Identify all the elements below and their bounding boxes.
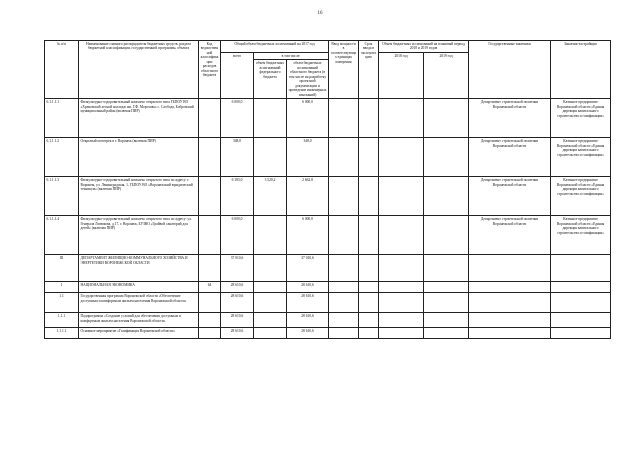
cell-2018 bbox=[379, 282, 424, 293]
cell-deadline bbox=[359, 255, 379, 282]
header-regional: объем бюджетных ассигнований областного бюджета (в том числе на разработку проектной документации и проведение инженерных изысканий) bbox=[287, 60, 329, 99]
cell-name: ДЕПАРТАМЕНТ ЖИЛИЩНО-КОММУНАЛЬНОГО ХОЗЯЙСТВА И ЭНЕРГЕТИКИ ВОРОНЕЖСКОЙ ОБЛАСТИ bbox=[79, 255, 199, 282]
cell-2019 bbox=[424, 177, 469, 216]
cell-name: Государственная программа Воронежской области «Обеспечение доступным и комфортным жильем населения Воронежской области» bbox=[79, 293, 199, 313]
cell-developer: Казенное предприятие Воронежской области «Единая дирекция капитального строительства и газификации» bbox=[551, 138, 611, 177]
table-body bbox=[45, 99, 611, 339]
cell-total: 28 610,6 bbox=[221, 313, 254, 328]
table-row bbox=[45, 282, 611, 293]
cell-regional: 37 010,6 bbox=[287, 255, 329, 282]
cell-name: Физкультурно-оздоровительный комплекс открытого типа ГБПОУ ВО «Хреновской лесной колледж им. Г.Ф. Морозова» с. Слобода, Бобровский муниципальный район (включая ПИР) bbox=[79, 99, 199, 138]
cell-2018 bbox=[379, 255, 424, 282]
cell-2018 bbox=[379, 177, 424, 216]
cell-total: 6 000,0 bbox=[221, 216, 254, 255]
table-row bbox=[45, 177, 611, 216]
cell-num: 6.1.1.1.4 bbox=[45, 216, 79, 255]
cell-developer bbox=[551, 313, 611, 328]
cell-regional: 348,0 bbox=[287, 138, 329, 177]
cell-name: Подпрограмма «Создание условий для обеспечения доступным и комфортным жильем населения Воронежской области» bbox=[79, 313, 199, 328]
cell-customer bbox=[469, 293, 551, 313]
cell-name: Открытый мототрек в г. Воронеж (включая ПИР) bbox=[79, 138, 199, 177]
cell-deadline bbox=[359, 177, 379, 216]
cell-2019 bbox=[424, 216, 469, 255]
cell-total: 6 183,0 bbox=[221, 177, 254, 216]
header-total-2017: Общий объем бюджетных ассигнований на 2017 год bbox=[221, 41, 329, 53]
cell-2018 bbox=[379, 138, 424, 177]
cell-regional: 28 610,6 bbox=[287, 282, 329, 293]
cell-num: 1.1.1.1 bbox=[45, 328, 79, 339]
cell-customer bbox=[469, 328, 551, 339]
cell-federal bbox=[254, 255, 287, 282]
cell-name: Основное мероприятие «Газификация Воронежской области» bbox=[79, 328, 199, 339]
header-2019: 2019 год bbox=[424, 52, 469, 98]
cell-code bbox=[199, 99, 221, 138]
cell-customer: Департамент строительной политики Воронежской области bbox=[469, 216, 551, 255]
cell-customer bbox=[469, 313, 551, 328]
cell-deadline bbox=[359, 293, 379, 313]
cell-code bbox=[199, 177, 221, 216]
header-federal: объем бюджетных ассигнований федерального бюджета bbox=[254, 60, 287, 99]
header-deadline: Срок ввода в эксплуатацию bbox=[359, 41, 379, 99]
header-name: Наименование главного распорядителя бюджетных средств, раздела бюджетной классификации, государственной программы, объекта bbox=[79, 41, 199, 99]
cell-deadline bbox=[359, 138, 379, 177]
cell-customer: Департамент строительной политики Воронежской области bbox=[469, 99, 551, 138]
cell-code bbox=[199, 293, 221, 313]
cell-regional: 28 610,6 bbox=[287, 313, 329, 328]
table-row bbox=[45, 99, 611, 138]
cell-code bbox=[199, 313, 221, 328]
cell-federal bbox=[254, 282, 287, 293]
budget-table bbox=[44, 40, 611, 339]
cell-2018 bbox=[379, 313, 424, 328]
cell-capacity bbox=[329, 138, 359, 177]
cell-capacity bbox=[329, 99, 359, 138]
cell-name: Физкультурно-оздоровительный комплекс открытого типа по адресу: г. Воронеж, ул. Ленинградская, 1, ГБПОУ ВО «Воронежский юридический техникум» (включая ПИР) bbox=[79, 177, 199, 216]
table-row bbox=[45, 216, 611, 255]
cell-total: 28 610,6 bbox=[221, 328, 254, 339]
cell-2019 bbox=[424, 293, 469, 313]
cell-federal bbox=[254, 328, 287, 339]
cell-federal: 3 520,2 bbox=[254, 177, 287, 216]
cell-developer bbox=[551, 328, 611, 339]
cell-deadline bbox=[359, 99, 379, 138]
table-row bbox=[45, 255, 611, 282]
cell-federal bbox=[254, 293, 287, 313]
cell-num: 6.1.1.1.3 bbox=[45, 177, 79, 216]
cell-capacity bbox=[329, 282, 359, 293]
cell-name: НАЦИОНАЛЬНАЯ ЭКОНОМИКА bbox=[79, 282, 199, 293]
cell-customer: Департамент строительной политики Воронежской области bbox=[469, 177, 551, 216]
cell-2019 bbox=[424, 313, 469, 328]
header-customer: Государственные заказчики bbox=[469, 41, 551, 99]
cell-federal bbox=[254, 313, 287, 328]
cell-regional: 6 000,0 bbox=[287, 99, 329, 138]
cell-deadline bbox=[359, 328, 379, 339]
header-all: всего bbox=[221, 52, 254, 98]
cell-federal bbox=[254, 216, 287, 255]
cell-developer: Казенное предприятие Воронежской области «Единая дирекция капитального строительства и газификации» bbox=[551, 216, 611, 255]
cell-customer bbox=[469, 255, 551, 282]
cell-developer bbox=[551, 282, 611, 293]
cell-total: 28 610,6 bbox=[221, 282, 254, 293]
cell-num: 6.1.1.1.2 bbox=[45, 138, 79, 177]
cell-deadline bbox=[359, 313, 379, 328]
cell-2018 bbox=[379, 293, 424, 313]
header-capacity: Ввод мощности в соответствующих единицах измерения bbox=[329, 41, 359, 99]
cell-developer bbox=[551, 293, 611, 313]
cell-total: 6 000,0 bbox=[221, 99, 254, 138]
cell-developer: Казенное предприятие Воронежской области «Единая дирекция капитального строительства и газификации» bbox=[551, 99, 611, 138]
header-incl: в том числе: bbox=[254, 52, 329, 59]
header-2018: 2018 год bbox=[379, 52, 424, 98]
table-row bbox=[45, 313, 611, 328]
cell-2019 bbox=[424, 99, 469, 138]
cell-num: 1 bbox=[45, 282, 79, 293]
cell-deadline bbox=[359, 216, 379, 255]
cell-regional: 2 662,8 bbox=[287, 177, 329, 216]
cell-capacity bbox=[329, 328, 359, 339]
cell-capacity bbox=[329, 216, 359, 255]
cell-2019 bbox=[424, 255, 469, 282]
cell-2018 bbox=[379, 216, 424, 255]
header-code: Код ведомственной классификации расходов областного бюджета bbox=[199, 41, 221, 99]
header-planned: Объем бюджетных ассигнований на плановый период 2018 и 2019 годов bbox=[379, 41, 469, 53]
cell-code bbox=[199, 138, 221, 177]
cell-num: 6.1.1.1.1 bbox=[45, 99, 79, 138]
cell-name: Физкультурно-оздоровительный комплекс открытого типа по адресу: ул. Генерала Лизюкова, д.17, г. Воронеж, БУЗВО «Грайвой санаторий для детей» (включая ПИР) bbox=[79, 216, 199, 255]
cell-code bbox=[199, 255, 221, 282]
header-developer: Заказчик-застройщик bbox=[551, 41, 611, 99]
cell-deadline bbox=[359, 282, 379, 293]
table-row bbox=[45, 328, 611, 339]
cell-2019 bbox=[424, 282, 469, 293]
cell-2019 bbox=[424, 328, 469, 339]
cell-code: 64 bbox=[199, 282, 221, 293]
cell-capacity bbox=[329, 293, 359, 313]
cell-federal bbox=[254, 99, 287, 138]
cell-code bbox=[199, 216, 221, 255]
cell-developer: Казенное предприятие Воронежской области «Единая дирекция капитального строительства и газификации» bbox=[551, 177, 611, 216]
cell-capacity bbox=[329, 177, 359, 216]
cell-total: 28 610,6 bbox=[221, 293, 254, 313]
table-header bbox=[45, 41, 611, 99]
cell-capacity bbox=[329, 313, 359, 328]
cell-regional: 6 000,0 bbox=[287, 216, 329, 255]
cell-customer: Департамент строительной политики Воронежской области bbox=[469, 138, 551, 177]
cell-num: 1.1.1 bbox=[45, 313, 79, 328]
cell-2018 bbox=[379, 99, 424, 138]
cell-total: 348,0 bbox=[221, 138, 254, 177]
header-num: № п/п bbox=[45, 41, 79, 99]
cell-customer bbox=[469, 282, 551, 293]
cell-regional: 28 610,6 bbox=[287, 328, 329, 339]
cell-code bbox=[199, 328, 221, 339]
page-number: 16 bbox=[317, 11, 323, 16]
table-row bbox=[45, 293, 611, 313]
cell-num: 1.1 bbox=[45, 293, 79, 313]
cell-federal bbox=[254, 138, 287, 177]
cell-num: III bbox=[45, 255, 79, 282]
cell-developer bbox=[551, 255, 611, 282]
cell-2019 bbox=[424, 138, 469, 177]
cell-capacity bbox=[329, 255, 359, 282]
cell-regional: 28 610,6 bbox=[287, 293, 329, 313]
table-row bbox=[45, 138, 611, 177]
cell-2018 bbox=[379, 328, 424, 339]
cell-total: 37 010,6 bbox=[221, 255, 254, 282]
